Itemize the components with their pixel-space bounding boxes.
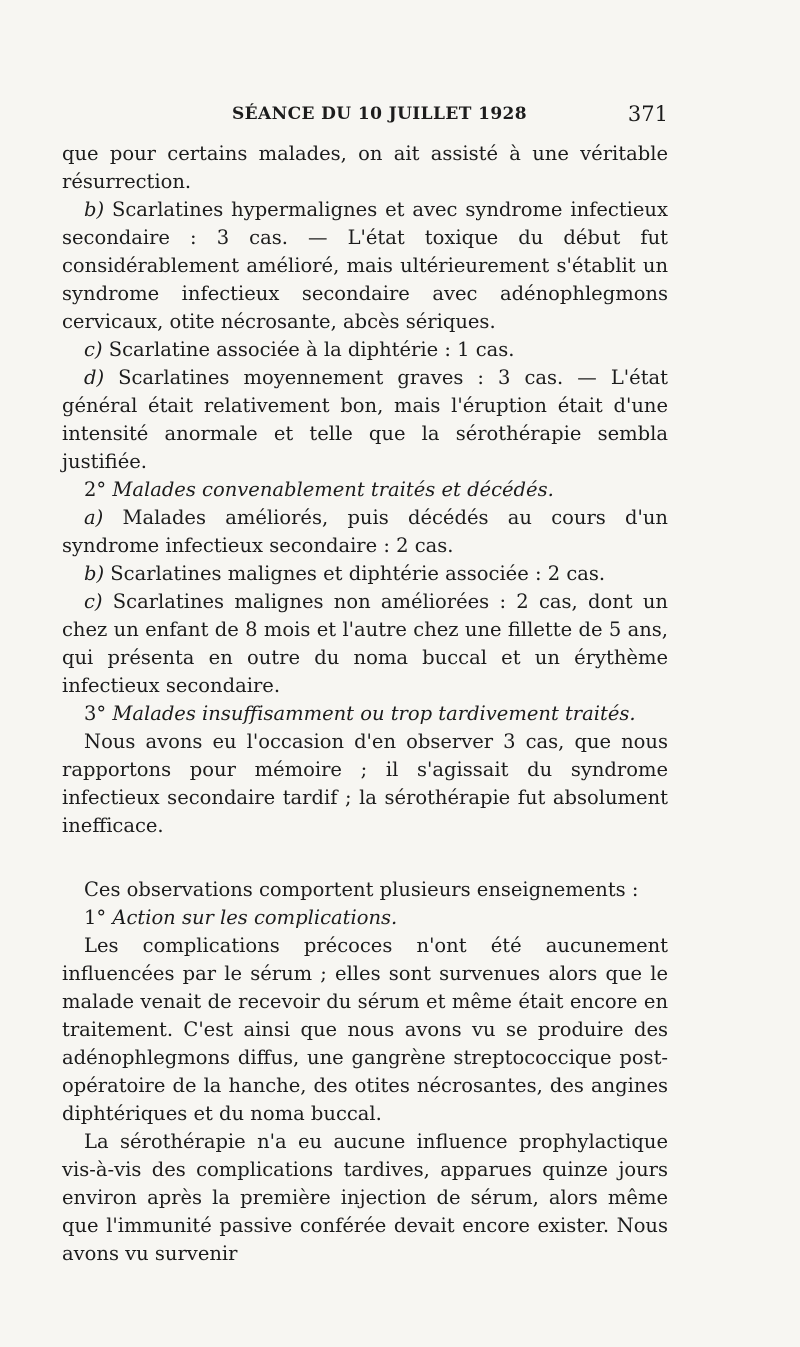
paragraph-text: Scarlatines moyennement graves : 3 cas. — L'état général était relativement bon, mais l'éruption était d'une intensité anormale et telle que la sérothérapie sembla justifiée.	[62, 366, 668, 473]
paragraph	[62, 504, 668, 560]
paragraph-text: Nous avons eu l'occasion d'en observer 3 cas, que nous rapportons pour mémoire ; il s'agissait du syndrome infectieux secondaire tardif ; la sérothérapie fut absolument inefficace.	[62, 730, 668, 837]
section-heading	[62, 700, 668, 728]
paragraph	[62, 560, 668, 588]
paragraph-text: Scarlatines malignes non améliorées : 2 cas, dont un chez un enfant de 8 mois et l'autre chez une fillette de 5 ans, qui présenta en outre du noma buccal et un érythème infectieux secondaire.	[62, 590, 668, 697]
page-header	[62, 100, 668, 140]
item-label: b)	[84, 562, 105, 585]
page	[62, 100, 668, 1268]
paragraph	[62, 336, 668, 364]
paragraph	[62, 932, 668, 1128]
item-label: c)	[84, 590, 103, 613]
item-label: d)	[84, 366, 105, 389]
paragraph-text: Ces observations comportent plusieurs enseignements :	[84, 878, 639, 901]
paragraph	[62, 876, 668, 904]
section-title: Action sur les complications.	[106, 906, 398, 929]
section-number: 2°	[84, 478, 107, 501]
section-title: Malades insuffisamment ou trop tardivement traités.	[106, 702, 636, 725]
paragraph-text: Les complications précoces n'ont été aucunement influencées par le sérum ; elles sont survenues alors que le malade venait de recevoir du sérum et même était encore en traitement. C'est ainsi que nous avons vu se produire des adénophlegmons diffus, une gangrène streptococcique post-opératoire de la hanche, des otites nécrosantes, des angines diphtériques et du noma buccal.	[62, 934, 668, 1125]
paragraph	[62, 588, 668, 700]
item-label: a)	[84, 506, 104, 529]
item-label: b)	[84, 198, 105, 221]
section-number: 1°	[84, 906, 107, 929]
paragraph	[62, 364, 668, 476]
page-number: 371	[627, 102, 668, 126]
paragraph	[62, 1128, 668, 1268]
item-label: c)	[84, 338, 103, 361]
paragraph-text: que pour certains malades, on ait assisté à une véritable résurrection.	[62, 142, 668, 193]
paragraph-text: Scarlatines hypermalignes et avec syndrome infectieux secondaire : 3 cas. — L'état toxique du début fut considérablement amélioré, mais ultérieurement s'établit un syndrome infectieux secondaire avec adénophlegmons cervicaux, otite nécrosante, abcès sériques.	[62, 198, 668, 333]
paragraph	[62, 728, 668, 840]
paragraph-text: Malades améliorés, puis décédés au cours d'un syndrome infectieux secondaire : 2 cas.	[62, 506, 668, 557]
paragraph-text: Scarlatine associée à la diphtérie : 1 cas.	[102, 338, 515, 361]
section-break	[62, 840, 668, 876]
paragraph	[62, 196, 668, 336]
paragraph	[62, 140, 668, 196]
paragraph-text: Scarlatines malignes et diphtérie associée : 2 cas.	[104, 562, 606, 585]
running-head: SÉANCE DU 10 JUILLET 1928	[232, 104, 527, 124]
section-number: 3°	[84, 702, 107, 725]
section-heading	[62, 904, 668, 932]
section-heading	[62, 476, 668, 504]
section-title: Malades convenablement traités et décédés.	[106, 478, 554, 501]
body-text	[62, 140, 668, 1268]
paragraph-text: La sérothérapie n'a eu aucune influence prophylactique vis-à-vis des complications tardives, apparues quinze jours environ après la première injection de sérum, alors même que l'immunité passive conférée devait encore exister. Nous avons vu survenir	[62, 1130, 668, 1265]
